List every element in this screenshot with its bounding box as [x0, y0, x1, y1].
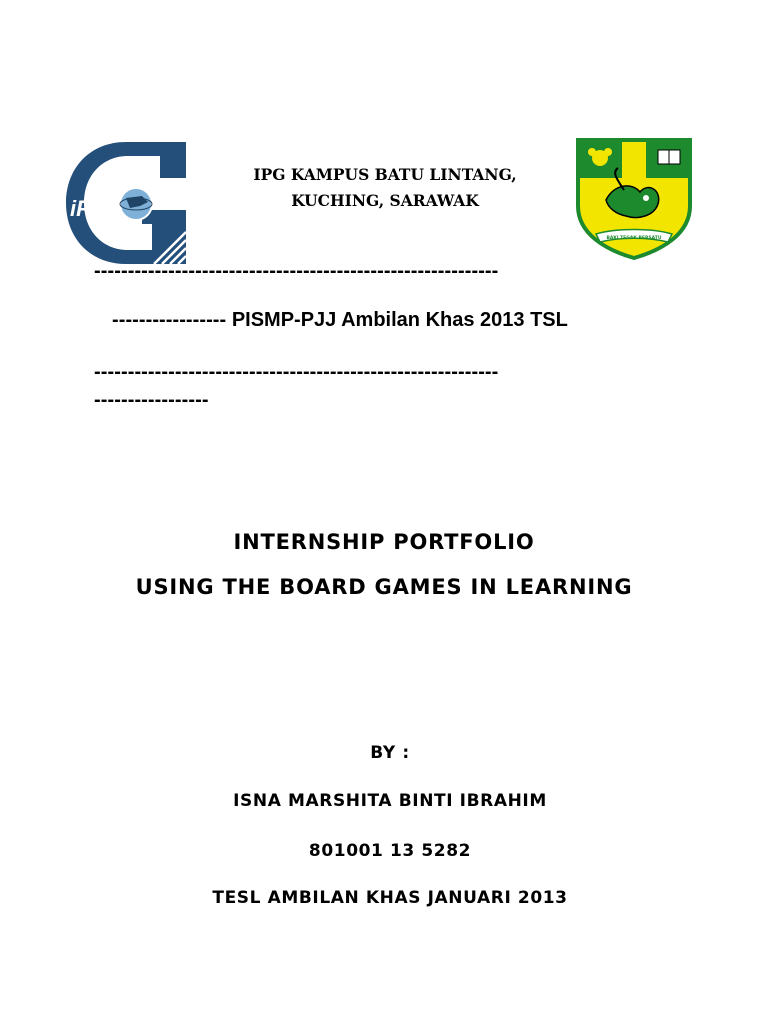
author-cohort: TESL AMBILAN KHAS JANUARI 2013 — [212, 888, 568, 908]
by-label: BY : — [370, 743, 410, 763]
school-crest-icon — [576, 138, 692, 260]
portfolio-subtitle: USING THE BOARD GAMES IN LEARNING — [135, 575, 633, 599]
institution-name — [200, 162, 570, 214]
institution-line-2: KUCHING, SARAWAK — [291, 191, 479, 210]
separator-line-3: ----------------- — [94, 389, 209, 411]
crest-motto: BAKI TEGAK BERSATU — [606, 236, 662, 241]
separator-line-1: ------------------------------------------------------------ — [94, 260, 499, 282]
programme-label: PISMP-PJJ Ambilan Khas 2013 TSL — [231, 309, 568, 331]
author-name: ISNA MARSHITA BINTI IBRAHIM — [233, 791, 547, 811]
separator-line-2: ------------------------------------------------------------ — [94, 361, 499, 383]
institution-line-1: IPG KAMPUS BATU LINTANG, — [253, 165, 517, 184]
author-id-number: 801001 13 5282 — [308, 841, 472, 861]
programme-line — [112, 309, 568, 332]
programme-dashes: ----------------- — [112, 309, 227, 331]
portfolio-title: INTERNSHIP PORTFOLIO — [233, 530, 535, 554]
ipg-logo-icon — [66, 140, 188, 266]
ipg-logo-text: iPG — [70, 196, 108, 221]
